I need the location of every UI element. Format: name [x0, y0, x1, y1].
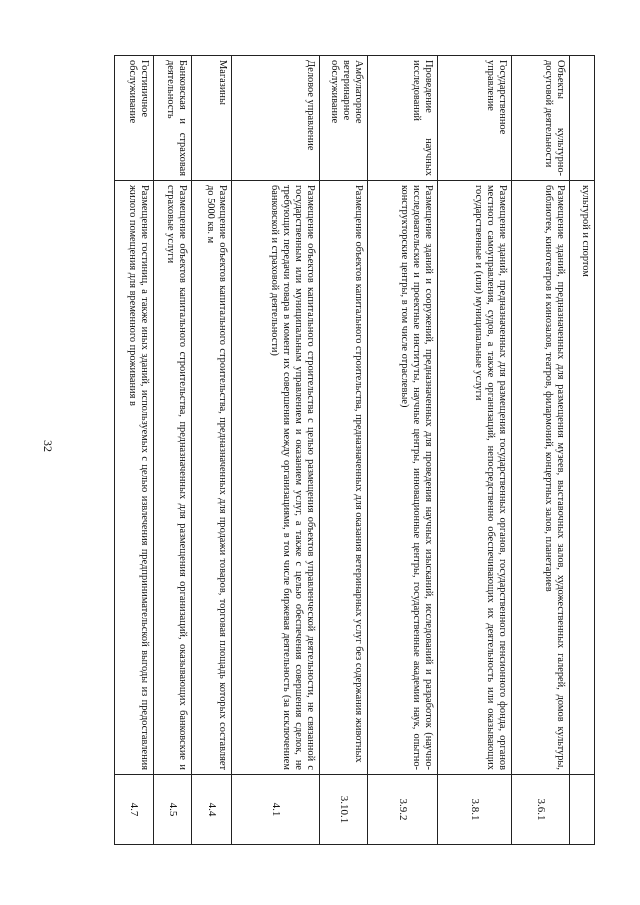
rotated-table-container: [115, 55, 595, 845]
page-number: 32: [41, 440, 55, 452]
use-type-name: Гостиничное обслуживание: [115, 56, 154, 181]
use-type-description: Размещение гостиниц, а также иных зданий, используемых с целью извлечения предпринимательской выгоды из предоставления жилого помещения для временного проживания в: [115, 181, 154, 775]
land-use-table: [114, 55, 595, 845]
table-row: [368, 56, 438, 845]
use-type-code: 4.1: [232, 775, 320, 845]
use-type-name: Объекты культурно-досуговой деятельности: [512, 56, 570, 181]
use-type-code: 4.7: [115, 775, 154, 845]
use-type-description: Размещение зданий, предназначенных для размещения музеев, выставочных залов, художественных галерей, домов культуры, библиотек, кинотеатров и кинозалов, театров, филармоний, концертных залов, планетариев: [512, 181, 570, 775]
table-row: [570, 56, 595, 845]
use-type-description: культурой и спортом: [570, 181, 595, 775]
use-type-description: Размещение объектов капитального строительства, предназначенных для продажи товаров, торговая площадь которых составляет до 5000 кв. м: [192, 181, 232, 775]
table-row: [232, 56, 320, 845]
table-wrapper: [115, 55, 595, 845]
use-type-description: Размещение зданий и сооружений, предназначенных для проведения научных изысканий, исследований и разработок (научно-исследовательские и проектные институты, научные центры, инновационные центры, государственные академии наук, опытно-конструкторские центры, в том числе отраслевые): [368, 181, 438, 775]
use-type-name: Амбулаторное ветеринарное обслуживание: [320, 56, 368, 181]
use-type-code: 3.10.1: [320, 775, 368, 845]
table-row: [320, 56, 368, 845]
use-type-code: 4.5: [154, 775, 192, 845]
use-type-description: Размещение объектов капитального строительства с целью размещения объектов управленческой деятельности, не связанной с государственным или муниципальным управлением и оказанием услуг, а также с целью обеспечения совершения сделок, не требующих передачи товара в момент их совершения между организациями, в том числе биржевая деятельность (за исключением банковской и страховой деятельности): [232, 181, 320, 775]
table-row: [512, 56, 570, 845]
use-type-description: Размещение зданий, предназначенных для размещения государственных органов, государственного пенсионного фонда, органов местного самоуправления, судов, а также организаций, непосредственно обеспечивающих их деятельность или оказывающих государственные и (или) муниципальные услуги: [438, 181, 512, 775]
use-type-name: Деловое управление: [232, 56, 320, 181]
use-type-name: Магазины: [192, 56, 232, 181]
use-type-description: Размещение объектов капитального строительства, предназначенных для размещения организаций, оказывающих банковские и страховые услуги: [154, 181, 192, 775]
use-type-name: Проведение научных исследований: [368, 56, 438, 181]
table-row: [438, 56, 512, 845]
use-type-name: Государственное управление: [438, 56, 512, 181]
table-row: [154, 56, 192, 845]
use-type-code: 3.6.1: [512, 775, 570, 845]
table-row: [115, 56, 154, 845]
use-type-code: 3.8.1: [438, 775, 512, 845]
use-type-code: 4.4: [192, 775, 232, 845]
use-type-name: Банковская и страховая деятельность: [154, 56, 192, 181]
use-type-code: 3.9.2: [368, 775, 438, 845]
use-type-code: [570, 775, 595, 845]
table-row: [192, 56, 232, 845]
use-type-description: Размещение объектов капитального строительства, предназначенных для оказания ветеринарных услуг без содержания животных: [320, 181, 368, 775]
table-body: [115, 56, 595, 845]
use-type-name: [570, 56, 595, 181]
